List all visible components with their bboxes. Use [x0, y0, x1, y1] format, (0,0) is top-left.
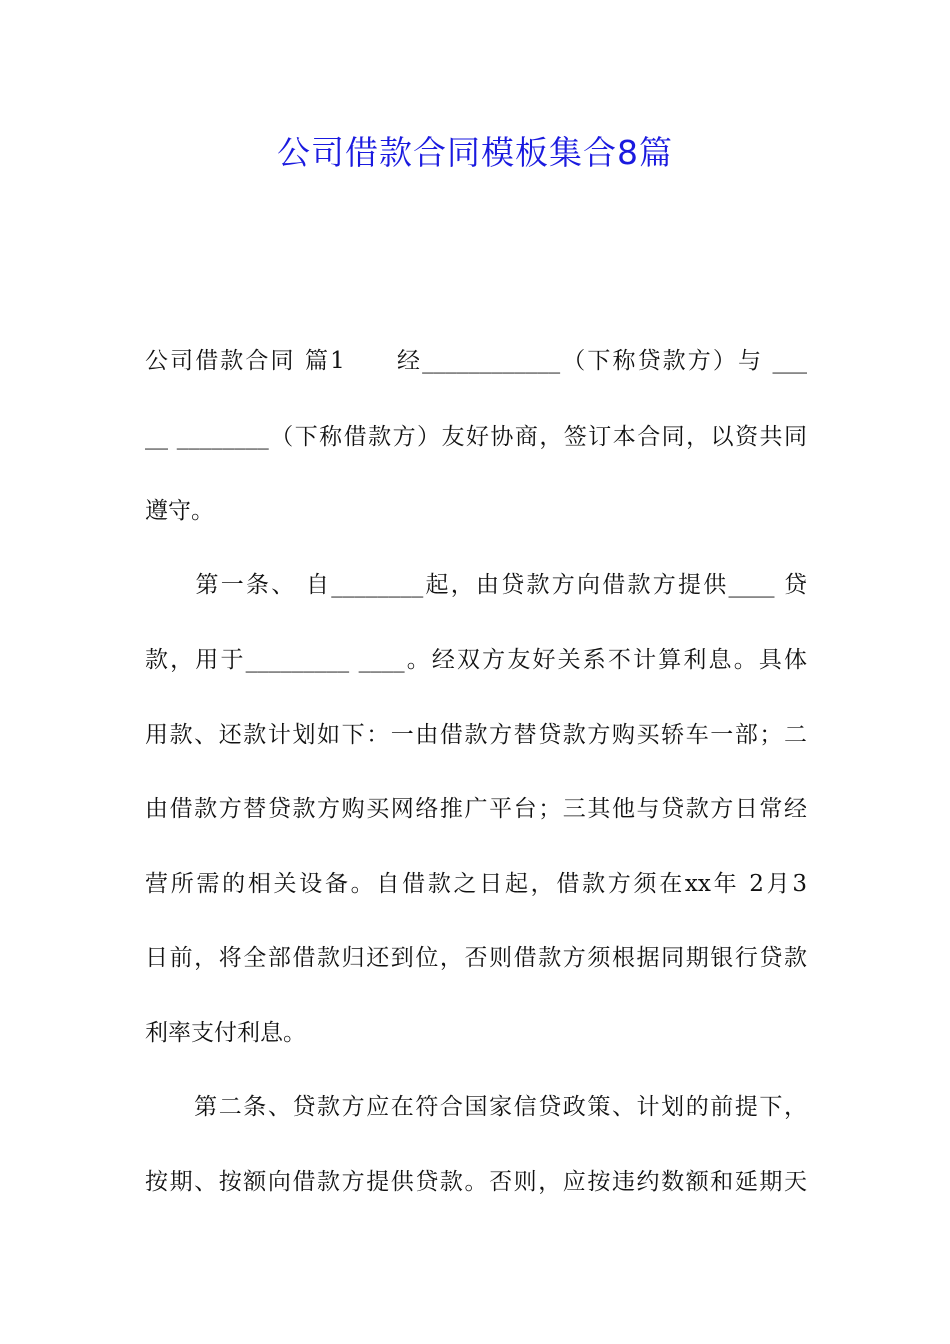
body-line: 利率支付利息。	[145, 1020, 306, 1046]
body-line: 用款、还款计划如下：一由借款方替贷款方购买轿车一部；二	[145, 722, 807, 748]
body-line: __ ________（下称借款方）友好协商，签订本合同，以资共同	[145, 424, 807, 450]
body-line: 由借款方替贷款方购买网络推广平台；三其他与贷款方日常经	[145, 796, 807, 822]
body-line: 遵守。	[145, 498, 214, 524]
body-line: 按期、按额向借款方提供贷款。否则，应按违约数额和延期天	[145, 1169, 807, 1195]
body-line: 营所需的相关设备。自借款之日起，借款方须在xx年 2月3	[145, 871, 807, 897]
body-line: 第二条、贷款方应在符合国家信贷政策、计划的前提下，	[145, 1094, 807, 1120]
document-title: 公司借款合同模板集合8篇	[277, 133, 673, 172]
body-line: 日前，将全部借款归还到位，否则借款方须根据同期银行贷款	[145, 945, 807, 971]
body-line: 公司借款合同 篇1 经____________（下称贷款方）与 ___	[145, 348, 807, 374]
body-line: 第一条、 自________起，由贷款方向借款方提供____ 贷	[145, 572, 807, 598]
body-line: 款，用于_________ ____。经双方友好关系不计算利息。具体	[145, 647, 807, 673]
